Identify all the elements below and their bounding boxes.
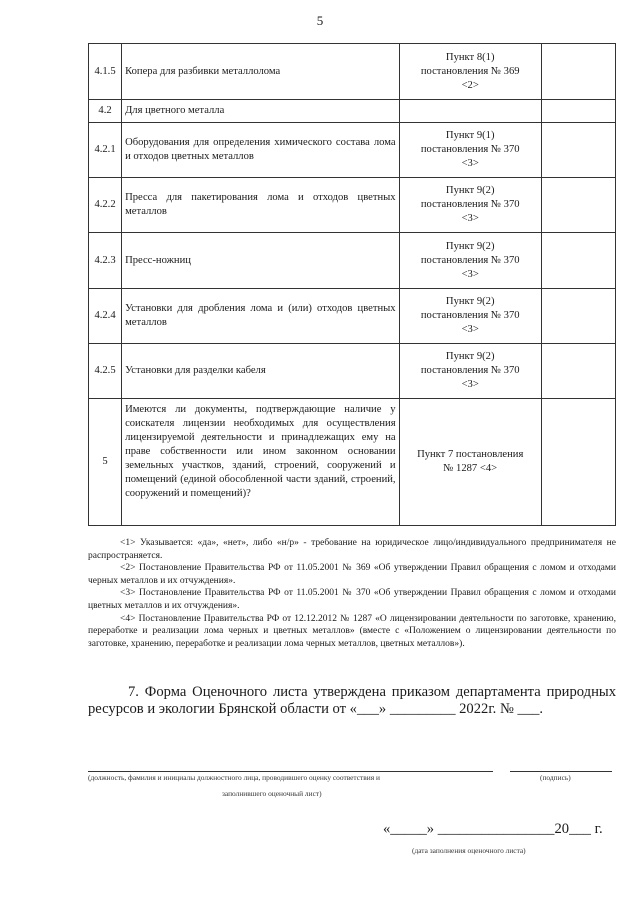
row-legal-reference — [399, 289, 541, 344]
date-fill-line[interactable]: «_____» ________________20___ г. — [383, 821, 603, 837]
reference-line: <3> — [461, 213, 479, 224]
reference-line: <3> — [461, 379, 479, 390]
table-row — [89, 233, 616, 289]
row-legal-reference — [399, 100, 541, 123]
row-number: 4.2.5 — [89, 344, 122, 399]
footnote: <2> Постановление Правительства РФ от 11.05.2001 № 369 «Об утверждении Правил обращения с ломом и отходами черных металлов и их отчуждения». — [88, 563, 616, 586]
row-answer-cell[interactable] — [541, 123, 615, 178]
row-legal-reference — [399, 44, 541, 100]
row-number: 4.1.5 — [89, 44, 122, 100]
position-caption: (должность, фамилия и инициалы должностного лица, проводившего оценку соответствия и — [88, 773, 380, 782]
row-requirement: Оборудования для определения химического состава лома и отходов цветных металлов — [122, 123, 400, 178]
row-number: 4.2.4 — [89, 289, 122, 344]
row-legal-reference — [399, 233, 541, 289]
reference-line: № 1287 <4> — [443, 463, 498, 474]
signature-caption: (подпись) — [540, 773, 571, 782]
row-number: 5 — [89, 399, 122, 526]
table-row — [89, 44, 616, 100]
footnotes — [88, 537, 616, 650]
reference-line: постановления № 370 — [420, 254, 520, 266]
row-number: 4.2.1 — [89, 123, 122, 178]
table-row — [89, 178, 616, 233]
footnote: <3> Постановление Правительства РФ от 11.05.2001 № 370 «Об утверждении Правил обращения с ломом и отходами цветных металлов и их отчуждения». — [88, 588, 616, 611]
date-caption: (дата заполнения оценочного листа) — [412, 846, 526, 855]
reference-line: <3> — [461, 158, 479, 169]
reference-line: Пункт 9(2) — [445, 351, 495, 362]
reference-line: постановления № 370 — [420, 365, 520, 376]
table-row — [89, 399, 616, 526]
row-section-title: Для цветного металла — [122, 100, 400, 123]
reference-line: <3> — [461, 324, 479, 335]
table-row — [89, 100, 616, 123]
table-row — [89, 344, 616, 399]
footnote: <1> Указывается: «да», «нет», либо «н/р» - требование на юридическое лицо/индивидуального предпринимателя не распространяется. — [88, 538, 616, 561]
row-legal-reference — [399, 178, 541, 233]
row-number: 4.2 — [89, 100, 122, 123]
row-legal-reference — [399, 344, 541, 399]
row-answer-cell[interactable] — [541, 289, 615, 344]
row-requirement: Установки для разделки кабеля — [122, 344, 400, 399]
form-approval-text: 7. Форма Оценочного листа утверждена приказом департамента природных ресурсов и экологии Брянской области от «___» _________ 2022г. № ___. — [88, 684, 616, 717]
reference-line: постановления № 370 — [420, 144, 520, 155]
reference-line: Пункт 9(2) — [445, 240, 495, 252]
footnote: <4> Постановление Правительства РФ от 12.12.2012 № 1287 «О лицензировании деятельности по заготовке, хранению, переработке и реализации лома черных и цветных металлов» (вместе с «Положением о лицензировании деятельности по заготовке, хранению, переработке и реализации лома черных металлов, цветных металлов»). — [88, 613, 616, 649]
signature-line[interactable] — [510, 771, 612, 772]
row-number: 4.2.3 — [89, 233, 122, 289]
reference-line: <3> — [461, 268, 479, 280]
form-approval-note — [88, 684, 616, 718]
reference-line: постановления № 370 — [420, 199, 520, 210]
row-answer-cell[interactable] — [541, 178, 615, 233]
row-requirement: Пресс-ножниц — [122, 233, 400, 289]
reference-line: Пункт 7 постановления — [417, 449, 524, 460]
row-number: 4.2.2 — [89, 178, 122, 233]
row-requirement: Пресса для пакетирования лома и отходов цветных металлов — [122, 178, 400, 233]
row-answer-cell[interactable] — [541, 399, 615, 526]
reference-line: Пункт 8(1) — [445, 51, 495, 63]
row-requirement: Копера для разбивки металлолома — [122, 44, 400, 100]
row-legal-reference — [399, 123, 541, 178]
row-answer-cell[interactable] — [541, 344, 615, 399]
page-number: 5 — [316, 13, 324, 28]
table-row — [89, 123, 616, 178]
row-answer-cell[interactable] — [541, 100, 615, 123]
reference-line: Пункт 9(1) — [445, 130, 495, 141]
row-answer-cell[interactable] — [541, 44, 615, 100]
reference-line: Пункт 9(2) — [445, 296, 495, 307]
reference-line: постановления № 369 — [420, 65, 520, 77]
reference-line: Пункт 9(2) — [445, 185, 495, 196]
position-caption-continued: заполнившего оценочный лист) — [222, 789, 322, 798]
reference-line: постановления № 370 — [420, 310, 520, 321]
row-answer-cell[interactable] — [541, 233, 615, 289]
table-row — [89, 289, 616, 344]
row-requirement: Имеются ли документы, подтверждающие наличие у соискателя лицензии необходимых для осуществления лицензируемой деятельности и принадлежащих ему на праве собственности или ином законном основании земельных участков, зданий, строений, сооружений и помещений (единой обособленной части зданий, строений, сооружений и помещений)? — [122, 399, 400, 526]
row-legal-reference — [399, 399, 541, 526]
row-requirement: Установки для дробления лома и (или) отходов цветных металлов — [122, 289, 400, 344]
reference-line: <2> — [461, 79, 479, 91]
checklist-table — [88, 43, 616, 526]
position-signature-line[interactable] — [88, 771, 493, 772]
